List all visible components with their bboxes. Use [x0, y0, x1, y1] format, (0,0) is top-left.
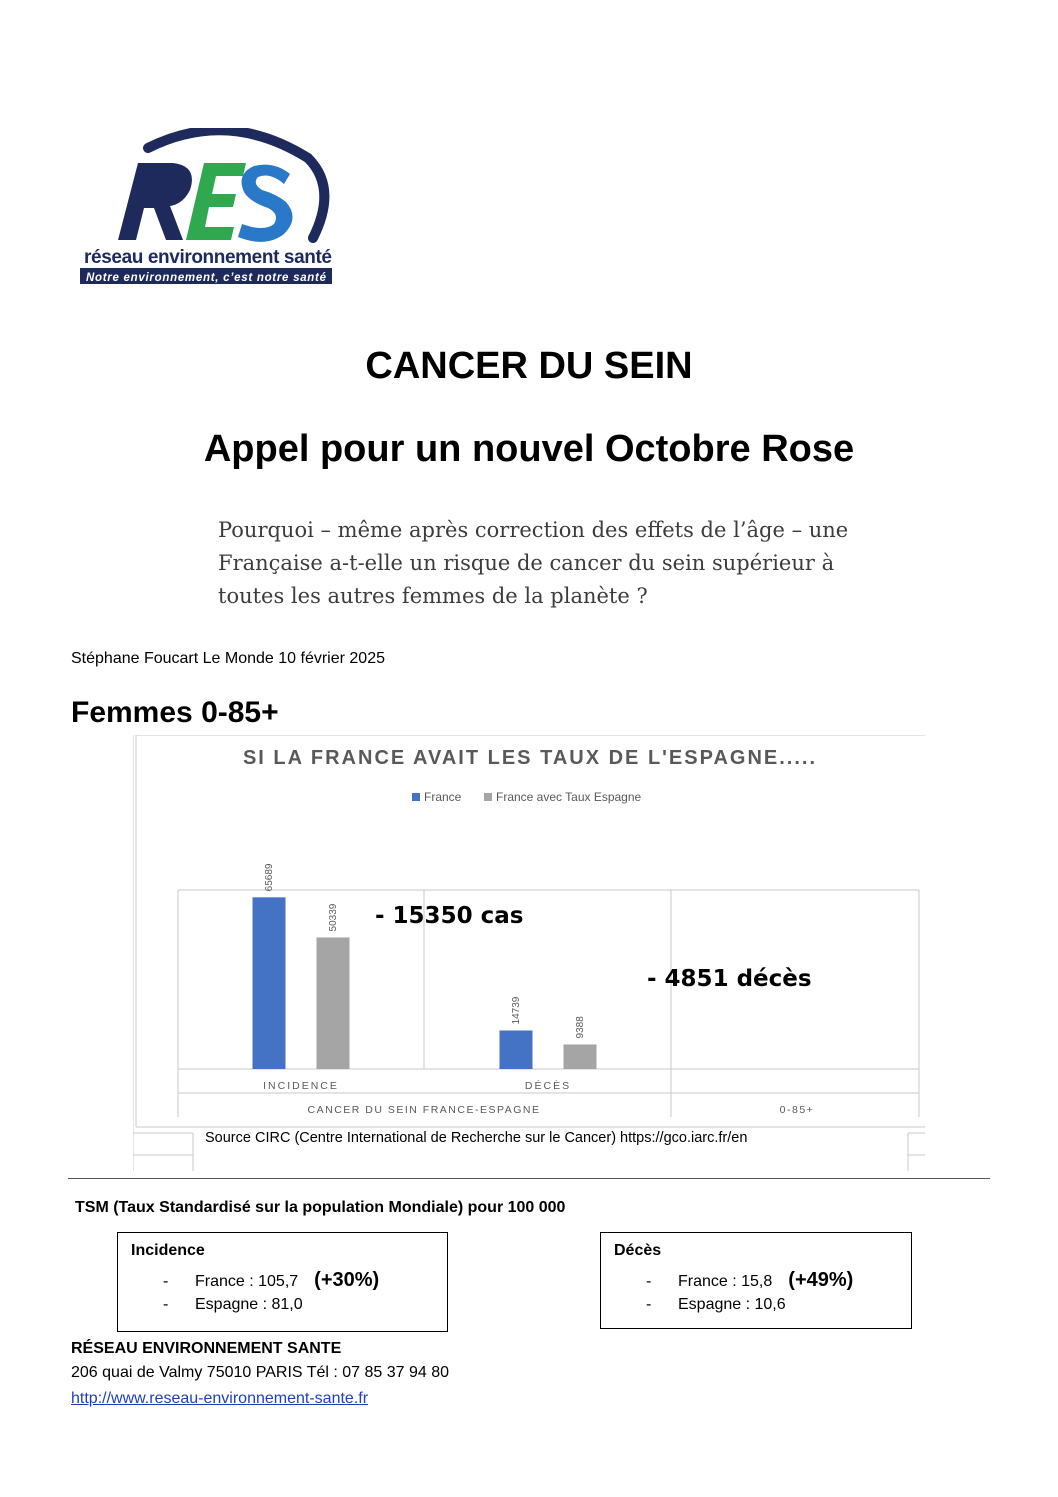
deces-box — [600, 1232, 912, 1329]
legend-label-france: France — [424, 790, 462, 804]
chart-title: SI LA FRANCE AVAIT LES TAUX DE L'ESPAGNE..... — [242, 747, 818, 769]
byline: Stéphane Foucart Le Monde 10 février 2025 — [71, 650, 385, 667]
deces-title: Décès — [614, 1242, 662, 1259]
deces-row-espagne: - Espagne : 10,6 — [646, 1296, 786, 1313]
deces-pct: (+49%) — [788, 1269, 854, 1291]
legend-swatch-france — [412, 793, 420, 801]
x-tick-deces: DÉCÈS — [524, 1080, 572, 1092]
quote-line: Française a-t-elle un risque de cancer du sein supérieur à — [218, 551, 835, 575]
x-tick-incidence: INCIDENCE — [263, 1080, 339, 1092]
tsm-heading: TSM (Taux Standardisé sur la population Mondiale) pour 100 000 — [75, 1199, 566, 1216]
legend-label-espagne: France avec Taux Espagne — [496, 790, 642, 804]
deces-row-france: - France : 15,8 (+49%) — [646, 1269, 854, 1291]
data-label-france-1: 14739 — [511, 996, 522, 1025]
chart-source: Source CIRC (Centre International de Recherche sur le Cancer) https://gco.iarc.fr/en — [205, 1130, 748, 1146]
bar-espagne-0 — [317, 937, 350, 1069]
chart-legend — [412, 790, 642, 804]
section-heading: Femmes 0-85+ — [71, 696, 279, 729]
logo-name: réseau environnement santé — [84, 247, 332, 268]
incidence-title: Incidence — [131, 1242, 205, 1259]
incidence-pct: (+30%) — [314, 1269, 380, 1291]
annotation-deaths: - 4851 décès — [647, 966, 812, 992]
page-title: CANCER DU SEIN — [365, 345, 693, 387]
org-name: RÉSEAU ENVIRONNEMENT SANTE — [71, 1340, 342, 1357]
quote-line: toutes les autres femmes de la planète ? — [218, 584, 648, 608]
incidence-row-france: - France : 105,7 (+30%) — [163, 1269, 380, 1291]
org-website-link[interactable]: http://www.reseau-environnement-sante.fr — [71, 1390, 369, 1407]
x-group-label: CANCER DU SEIN FRANCE-ESPAGNE — [307, 1104, 541, 1116]
divider — [68, 1178, 990, 1179]
page-subtitle: Appel pour un nouvel Octobre Rose — [203, 428, 855, 470]
incidence-box — [117, 1232, 448, 1332]
bar-france-0 — [253, 897, 286, 1069]
logo-tagline: Notre environnement, c’est notre santé — [86, 272, 326, 284]
annotation-cases: - 15350 cas — [375, 903, 524, 929]
bar-espagne-1 — [564, 1044, 597, 1069]
legend-swatch-espagne — [484, 793, 492, 801]
data-label-france-0: 65689 — [264, 863, 275, 892]
quote — [218, 514, 878, 613]
quote-line: Pourquoi – même après correction des effets de l’âge – une — [218, 518, 849, 542]
incidence-row-espagne: - Espagne : 81,0 — [163, 1296, 303, 1313]
data-label-espagne-0: 50339 — [328, 903, 339, 932]
org-address: 206 quai de Valmy 75010 PARIS Tél : 07 85 37 94 80 — [71, 1364, 450, 1381]
bar-france-1 — [500, 1030, 533, 1069]
data-label-espagne-1: 9388 — [575, 1016, 586, 1039]
bar-chart — [133, 735, 925, 1171]
x-extra-label: 0-85+ — [779, 1104, 815, 1116]
res-logo — [78, 128, 340, 288]
